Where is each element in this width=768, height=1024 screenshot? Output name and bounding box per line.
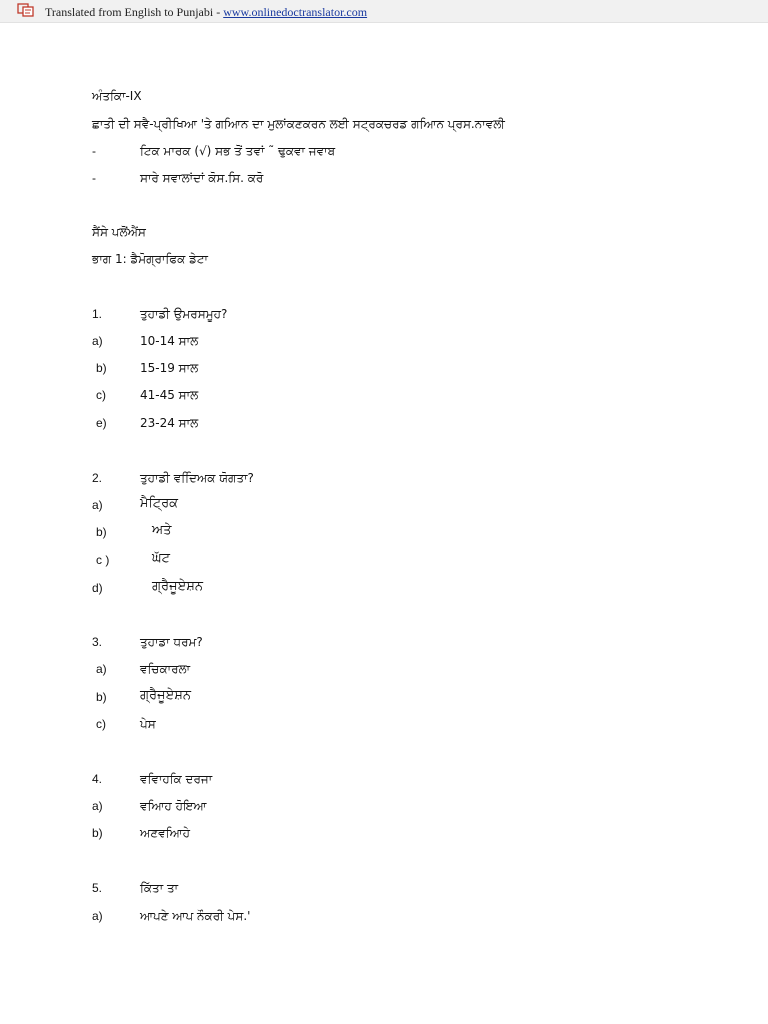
instruction-text: ਸਾਰੇ ਸਵਾਲਾਂਦਾਂ ਕੋਸ.ਸਿ. ਕਰੋ	[140, 171, 264, 185]
option-text: ਅਣਵਆਿਹੇ	[140, 826, 190, 840]
option-label: b)	[96, 525, 107, 539]
question-number: 3.	[92, 635, 103, 649]
banner-link[interactable]: www.onlinedoctranslator.com	[223, 5, 368, 19]
question-number: 4.	[92, 772, 103, 786]
banner-prefix: Translated from English to Punjabi -	[45, 5, 224, 19]
option-label: c )	[96, 553, 110, 567]
option-label: b)	[96, 361, 107, 375]
option-label: c)	[96, 717, 106, 731]
question-text: ਕਿੱਤਾ ਤਾ	[140, 881, 179, 895]
section-heading: ਸੈਂਸੇ ਪਲੋਂਐਂਸ	[92, 225, 146, 239]
option-text: 41-45 ਸਾਲ	[140, 388, 199, 402]
option-label: b)	[96, 690, 107, 704]
option-label: a)	[92, 334, 103, 348]
question-text: ਤੁਹਾਡੀ ਉਮਰਸਮੂਹ?	[140, 307, 228, 321]
option-text: ਘੱਟ	[152, 551, 171, 566]
option-text: 23-24 ਸਾਲ	[140, 416, 199, 430]
option-label: d)	[92, 581, 103, 595]
banner-text	[45, 5, 367, 20]
option-text: ਪੇਸ	[140, 717, 156, 731]
option-text: ਆਪਣੇ ਆਪ ਨੌਕਰੀ ਪੇਸ.'	[140, 909, 251, 923]
instruction-text: ਟਿਕ ਮਾਰਕ (√) ਸਭ ਤੋਂ ਤਵਾਂ ˜ ਢੁਕਵਾ ਜਵਾਬ	[140, 144, 336, 158]
appendix-label: ਅੰਤਕਿਾ-IX	[92, 89, 142, 103]
question-number: 1.	[92, 307, 103, 321]
instruction-bullet: -	[92, 171, 96, 185]
option-text: 15-19 ਸਾਲ	[140, 361, 199, 375]
option-text: 10-14 ਸਾਲ	[140, 334, 199, 348]
question-text: ਤੁਹਾਡਾ ਧਰਮ?	[140, 635, 203, 649]
question-number: 5.	[92, 881, 103, 895]
instruction-bullet: -	[92, 144, 96, 158]
option-text: ਵਆਿਹ ਹੋਇਆ	[140, 799, 207, 813]
option-label: e)	[96, 416, 107, 430]
option-label: c)	[96, 388, 106, 402]
option-text: ਅਤੇ	[152, 523, 172, 538]
option-text: ਮੈਟ੍ਰਿਕ	[140, 496, 178, 511]
option-label: a)	[96, 662, 107, 676]
option-text: ਗ੍ਰੈਜੂਏਸ਼ਨ	[152, 579, 204, 594]
option-text: ਗ੍ਰੈਜੂਏਸ਼ਨ	[140, 688, 192, 703]
part-heading: ਭਾਗ 1: ਡੈਮੋਗ੍ਰਾਫਿਕ ਡੇਟਾ	[92, 252, 208, 266]
option-label: a)	[92, 498, 103, 512]
document-title: ਛਾਤੀ ਦੀ ਸਵੈ-ਪ੍ਰੀਖਿਆ 'ਤੇ ਗਆਿਨ ਦਾ ਮੁਲਾਂਕਣਕਰਨ ਲਈ ਸਟ੍ਰਕਚਰਡ ਗਆਿਨ ਪ੍ਰਸ.ਨਾਵਲੀ	[92, 117, 505, 131]
option-label: a)	[92, 799, 103, 813]
option-text: ਵਚਿਕਾਰਲਾ	[140, 662, 191, 676]
translator-logo-icon	[17, 3, 35, 17]
question-text: ਤੁਹਾਡੀ ਵਦਿਿਅਕ ਯੋਗਤਾ?	[140, 471, 254, 485]
option-label: b)	[92, 826, 103, 840]
translation-banner	[0, 0, 768, 23]
question-text: ਵਵਿਾਹਕਿ ਦਰਜਾ	[140, 772, 213, 786]
question-number: 2.	[92, 471, 103, 485]
option-label: a)	[92, 909, 103, 923]
